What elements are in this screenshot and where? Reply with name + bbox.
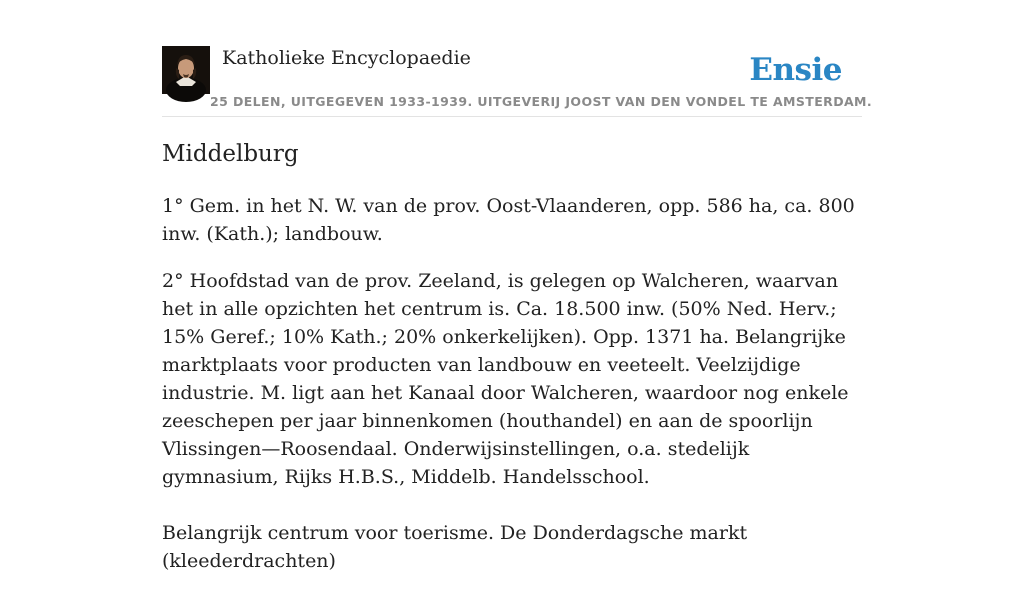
source-subtitle: 25 DELEN, UITGEGEVEN 1933-1939. UITGEVERIJ JOOST VAN DEN VONDEL TE AMSTERDAM. [210,94,873,109]
entry-paragraph: 1° Gem. in het N. W. van de prov. Oost-Vlaanderen, opp. 586 ha, ca. 800 inw. (Kath.); landbouw. [162,195,855,245]
entry-title: Middelburg [162,141,299,167]
entry-content [162,136,862,594]
portrait-avatar-icon[interactable] [162,46,210,94]
entry-paragraph: Belangrijk centrum voor toerisme. De Donderdagsche markt (kleederdrachten) [162,522,748,572]
ensie-logo-link[interactable]: Ensie [749,52,842,88]
entry-paragraph: 2° Hoofdstad van de prov. Zeeland, is gelegen op Walcheren, waarvan het in alle opzichten het centrum is. Ca. 18.500 inw. (50% Ned. Herv.; 15% Geref.; 10% Kath.; 20% onkerkelijken). Opp. 1371 ha. Belangrijke marktplaats voor producten van landbouw en veeteelt. Veelzijdige industrie. M. ligt aan het Kanaal door Walcheren, waardoor nog enkele zeeschepen per jaar binnenkomen (houthandel) en aan de spoorlijn Vlissingen—Roosendaal. Onderwijsinstellingen, o.a. stedelijk gymnasium, Rijks H.B.S., Middelb. Handelsschool. [162,270,849,488]
source-title[interactable]: Katholieke Encyclopaedie [222,47,471,69]
source-header [162,46,873,117]
